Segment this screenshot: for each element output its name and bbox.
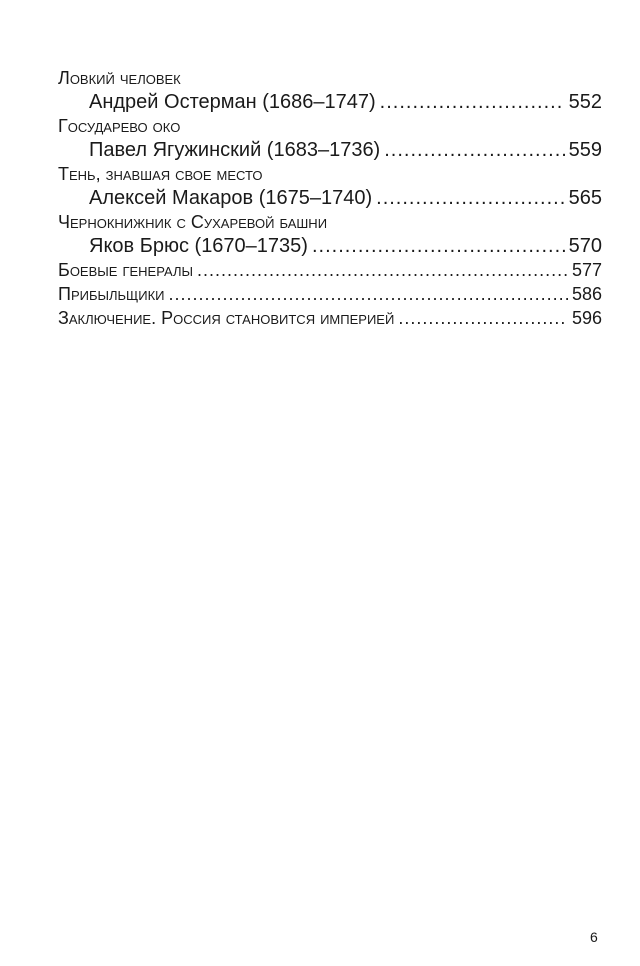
toc-chapter-page: 577 (571, 260, 602, 280)
toc-chapter-label: Прибыльщики (58, 284, 165, 304)
dot-leader (312, 234, 565, 258)
toc-chapter (58, 306, 602, 330)
toc-chapter-label: Заключение. Россия становится империей (58, 308, 395, 328)
section-title: Тень, знавшая свое место (58, 164, 263, 184)
toc-chapter-page: 586 (571, 284, 602, 304)
toc-entry-label: Алексей Макаров (1675–1740) (89, 187, 373, 209)
dot-leader (380, 90, 565, 114)
toc-entry (58, 138, 602, 162)
section-title: Государево око (58, 116, 181, 136)
toc-entry (58, 186, 602, 210)
toc-chapter-label: Боевые генералы (58, 260, 194, 280)
toc-chapter (58, 282, 602, 306)
table-of-contents (58, 66, 602, 330)
toc-entry-page: 552 (568, 91, 602, 113)
page-number: 6 (590, 929, 598, 945)
toc-entry-label: Андрей Остерман (1686–1747) (89, 91, 376, 113)
toc-chapter-page: 596 (571, 308, 602, 328)
dot-leader (384, 138, 564, 162)
section-title: Ловкий человек (58, 68, 181, 88)
dot-leader (398, 306, 568, 330)
toc-entry (58, 234, 602, 258)
dot-leader (197, 258, 568, 282)
toc-entry-page: 565 (568, 187, 602, 209)
toc-entry-label: Павел Ягужинский (1683–1736) (89, 139, 381, 161)
toc-entry-page: 570 (568, 235, 602, 257)
toc-chapter (58, 258, 602, 282)
dot-leader (169, 282, 568, 306)
toc-entry-page: 559 (568, 139, 602, 161)
toc-entry (58, 90, 602, 114)
toc-entry-label: Яков Брюс (1670–1735) (89, 235, 308, 257)
dot-leader (376, 186, 564, 210)
section-title: Чернокнижник с Сухаревой башни (58, 212, 328, 232)
